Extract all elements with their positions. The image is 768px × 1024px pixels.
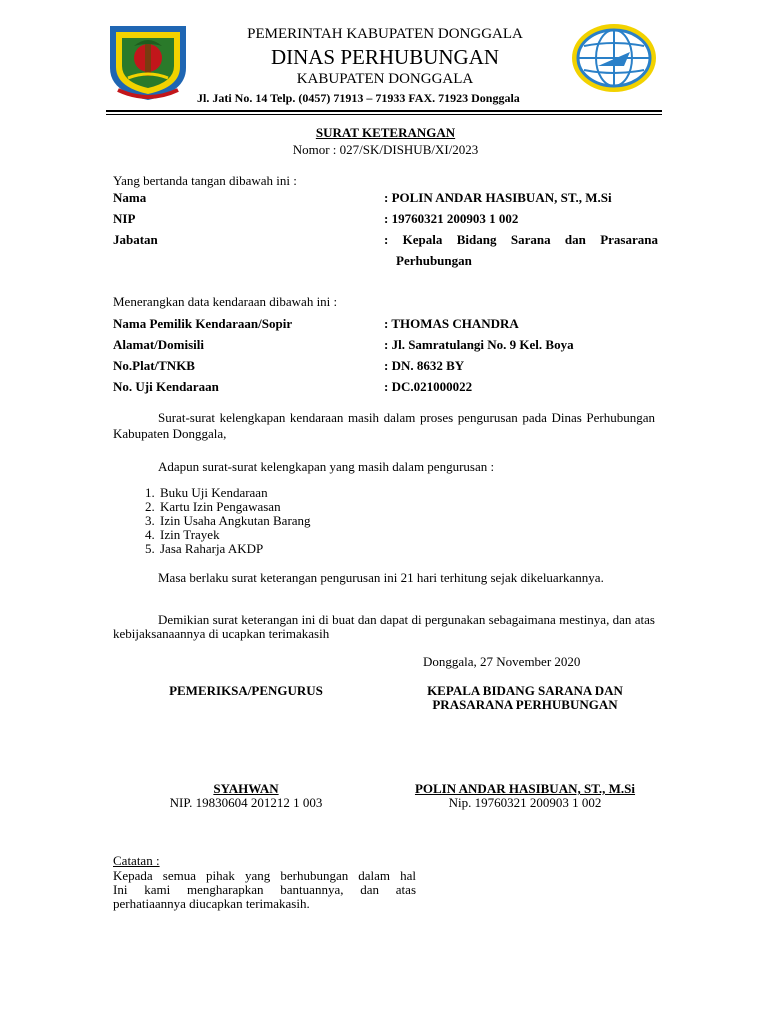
vehicle-address-value: : Jl. Samratulangi No. 9 Kel. Boya	[384, 337, 574, 352]
letter-number: Nomor : 027/SK/DISHUB/XI/2023	[292, 142, 479, 157]
kop-divider-thin	[106, 114, 662, 115]
list-item: 2. Kartu Izin Pengawasan	[158, 500, 311, 514]
note-title: Catatan :	[113, 853, 160, 868]
vehicle-test-label: No. Uji Kendaraan	[113, 379, 219, 394]
vehicle-row-plate	[113, 358, 658, 378]
kop-address: Jl. Jati No. 14 Telp. (0457) 71913 – 71933 FAX. 71923 Donggala	[197, 91, 520, 105]
left-signatory-name: SYAHWAN	[213, 781, 279, 796]
note-line-1: Kepada semua pihak yang berhubungan dalam hal	[113, 868, 416, 883]
vehicle-row-test	[113, 379, 658, 399]
left-signatory-nip: NIP. 19830604 201212 1 003	[169, 795, 323, 810]
paragraph-closing: Demikian surat keterangan ini di buat dan dapat di pergunakan sebagaimana mestinya, dan atas kebijaksanaannya di ucapkan terimakasih	[113, 612, 655, 641]
signer-nip-value: : 19760321 200903 1 002	[384, 211, 519, 226]
signer-intro: Yang bertanda tangan dibawah ini :	[113, 173, 297, 188]
signer-row-name	[113, 190, 658, 210]
signer-position-value-cont: Perhubungan	[396, 253, 472, 268]
list-item: 1. Buku Uji Kendaraan	[158, 486, 311, 500]
vehicle-plate-value: : DN. 8632 BY	[384, 358, 465, 373]
signer-position-value: : Kepala Bidang Sarana dan Prasarana	[384, 232, 658, 247]
vehicle-test-value: : DC.021000022	[384, 379, 473, 394]
signer-nip-label: NIP	[113, 211, 136, 226]
vehicle-owner-label: Nama Pemilik Kendaraan/Sopir	[113, 316, 293, 331]
note-line-3: perhatiaannya diucapkan terimakasih.	[113, 896, 310, 911]
right-signatory-title-2: PRASARANA PERHUBUNGAN	[432, 697, 618, 712]
place-date: Donggala, 27 November 2020	[423, 654, 581, 669]
donggala-regency-logo	[106, 20, 190, 102]
right-signatory-title-1: KEPALA BIDANG SARANA DAN	[427, 683, 623, 698]
kop-agency: DINAS PERHUBUNGAN	[270, 45, 500, 69]
paragraph-status: Surat-surat kelengkapan kendaraan masih dalam proses pengurusan pada Dinas Perhubungan Kabupaten Donggala,	[113, 410, 655, 441]
signer-row-nip	[113, 211, 658, 231]
list-item: 3. Izin Usaha Angkutan Barang	[158, 514, 311, 528]
kop-government: PEMERINTAH KABUPATEN DONGGALA	[247, 26, 523, 42]
list-item: 4. Izin Trayek	[158, 528, 311, 542]
vehicle-plate-label: No.Plat/TNKB	[113, 358, 195, 373]
paragraph-validity: Masa berlaku surat keterangan pengurusan ini 21 hari terhitung sejak dikeluarkannya.	[158, 570, 604, 585]
signer-name-label: Nama	[113, 190, 147, 205]
vehicle-row-owner	[113, 316, 658, 336]
kop-regency: KABUPATEN DONGGALA	[296, 71, 474, 87]
paragraph-items-intro: Adapun surat-surat kelengkapan yang masih dalam pengurusan :	[158, 459, 495, 474]
signer-row-position	[113, 232, 658, 252]
signer-position-label: Jabatan	[113, 232, 158, 247]
vehicle-owner-value: : THOMAS CHANDRA	[384, 316, 519, 331]
signer-name-value: : POLIN ANDAR HASIBUAN, ST., M.Si	[384, 190, 612, 205]
letter-title: SURAT KETERANGAN	[315, 125, 456, 140]
documents-list	[113, 486, 311, 556]
vehicle-row-address	[113, 337, 658, 357]
kop-divider-thick	[106, 110, 662, 112]
list-item: 5. Jasa Raharja AKDP	[158, 542, 311, 556]
right-signatory-nip: Nip. 19760321 200903 1 002	[448, 795, 602, 810]
note-line-2: Ini kami mengharapkan bantuannya, dan atas	[113, 882, 416, 897]
dishub-globe-logo	[568, 20, 660, 96]
left-signatory-title: PEMERIKSA/PENGURUS	[169, 683, 323, 698]
vehicle-intro: Menerangkan data kendaraan dibawah ini :	[113, 294, 338, 309]
right-signatory-name: POLIN ANDAR HASIBUAN, ST., M.Si	[414, 781, 636, 796]
vehicle-address-label: Alamat/Domisili	[113, 337, 204, 352]
